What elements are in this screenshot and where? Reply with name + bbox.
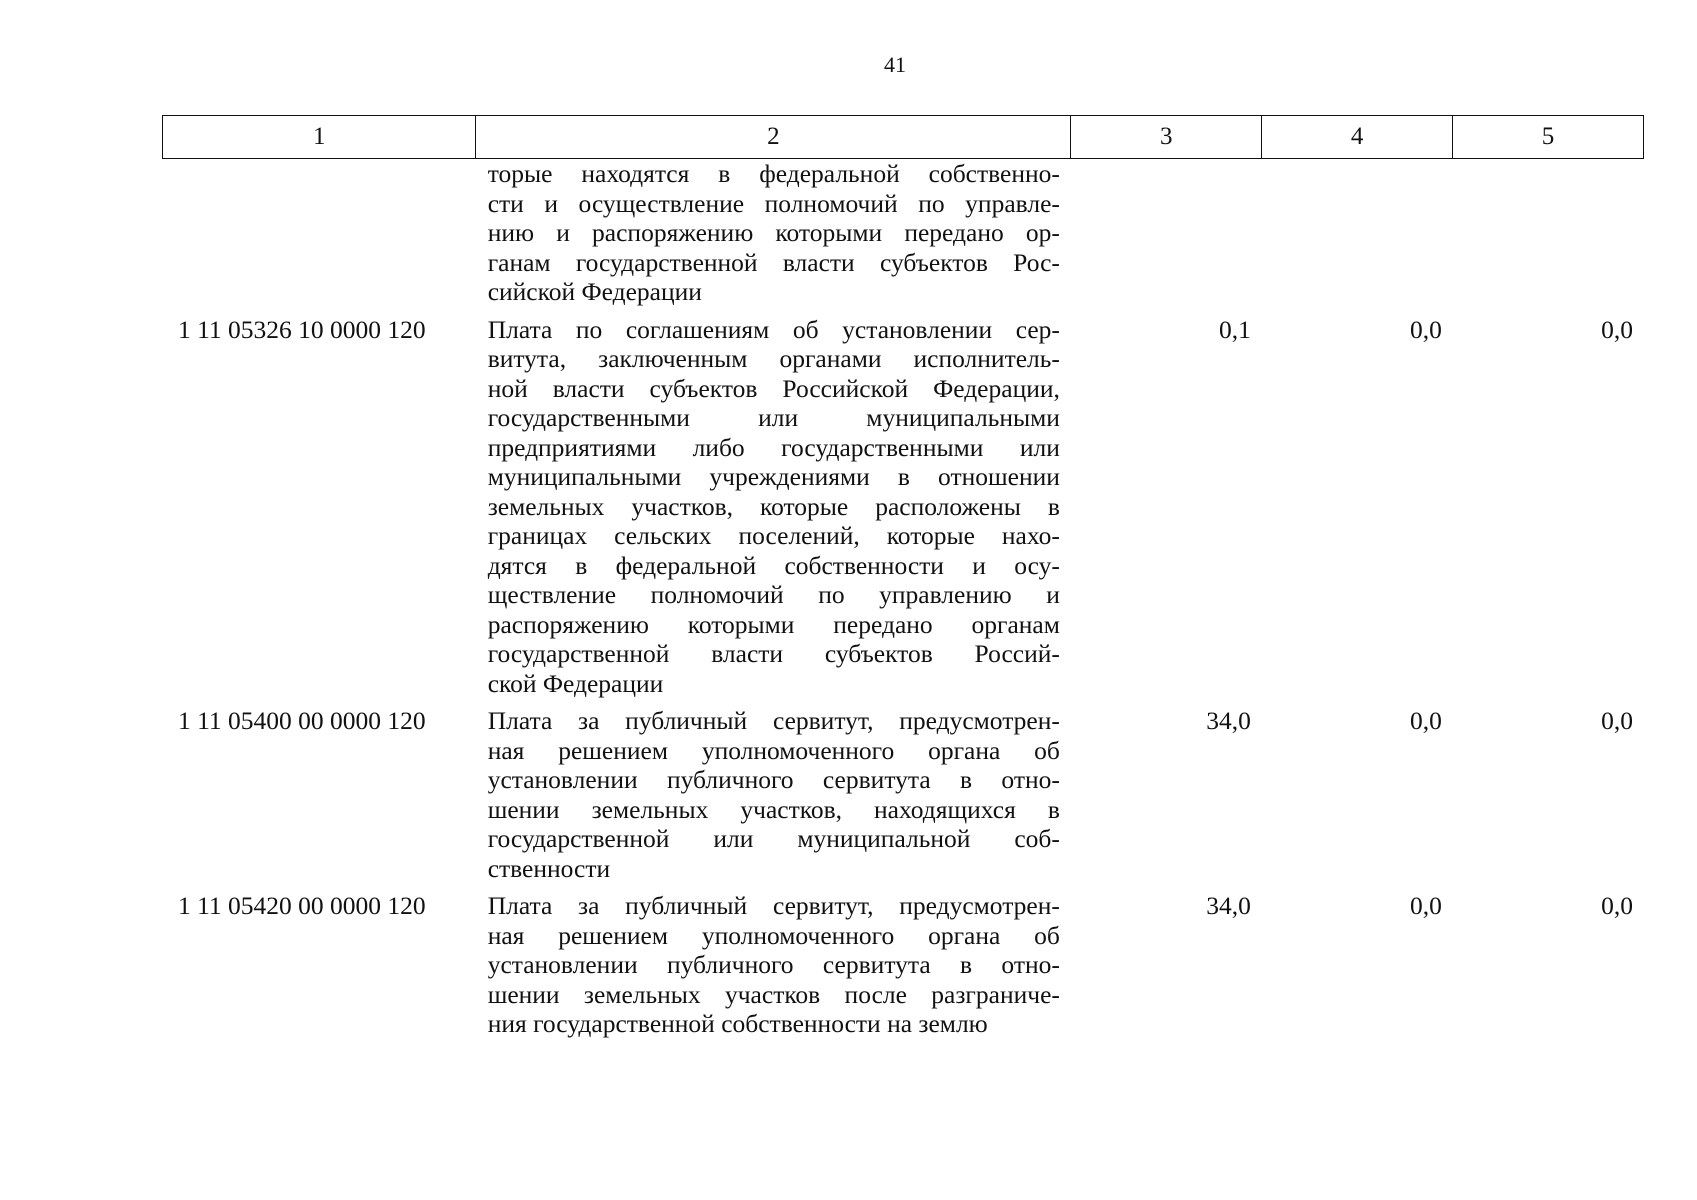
- description-line: ской Федерации: [487, 668, 664, 698]
- description-line: дятся в федеральной собственности и осу-: [487, 550, 1060, 580]
- amount-cell-col4: 0,0: [1410, 314, 1442, 344]
- description-cell: [476, 159, 1071, 307]
- amount-cell-col4: 0,0: [1410, 706, 1442, 735]
- table-row-continuation: [162, 159, 1644, 307]
- description-line: Плата по соглашениям об установлении сер-: [487, 314, 1060, 344]
- description-cell: [476, 307, 1071, 699]
- table-row: [162, 307, 1644, 699]
- description-line: сти и осуществление полномочий по управле-: [487, 188, 1060, 218]
- table-row: [162, 883, 1644, 1039]
- amount-cell-col3: 34,0: [1206, 891, 1251, 920]
- amount-cell-col3: [1071, 159, 1262, 307]
- revenue-code-cell: 1 11 05400 00 0000 120: [178, 706, 426, 735]
- description-cell: [476, 883, 1071, 1039]
- description-cell: [476, 698, 1071, 883]
- amount-cell-col5: 0,0: [1601, 891, 1633, 920]
- budget-table: [162, 115, 1644, 1039]
- description-line: ной власти субъектов Российской Федерации,: [487, 373, 1060, 403]
- amount-cell-col3: 0,1: [1219, 314, 1251, 344]
- amount-cell-col5: 0,0: [1601, 314, 1633, 344]
- description-line: установлении публичного сервитута в отно-: [487, 950, 1060, 979]
- description-line: Плата за публичный сервитут, предусмотрен-: [487, 891, 1060, 920]
- amount-cell-col5: 0,0: [1601, 706, 1633, 735]
- amount-cell-col3: 34,0: [1206, 706, 1251, 735]
- table-header: [162, 115, 1644, 159]
- description-line: установлении публичного сервитута в отно-: [487, 765, 1060, 794]
- header-cell-3: 3: [1071, 116, 1262, 159]
- description-line: границах сельских поселений, которые нахо-: [487, 521, 1060, 550]
- header-cell-1: 1: [163, 116, 476, 159]
- header-cell-2: 2: [476, 116, 1071, 159]
- description-line: ная решением уполномоченного органа об: [487, 920, 1060, 950]
- description-line: ществление полномочий по управлению и: [487, 580, 1060, 609]
- description-line: земельных участков, которые расположены в: [487, 491, 1060, 521]
- revenue-code-cell: 1 11 05326 10 0000 120: [178, 314, 426, 344]
- description-line: государственными или муниципальными: [487, 403, 1060, 432]
- description-line: государственной или муниципальной соб-: [487, 824, 1060, 853]
- revenue-code-cell: [162, 159, 476, 307]
- description-line: витута, заключенным органами исполнитель-: [487, 344, 1060, 373]
- revenue-code-cell: 1 11 05420 00 0000 120: [178, 891, 426, 920]
- description-line: государственной власти субъектов Россий-: [487, 639, 1060, 668]
- description-line: нию и распоряжению которыми передано ор-: [487, 218, 1060, 247]
- page-number: 41: [884, 52, 906, 77]
- description-line: ганам государственной власти субъектов Рос-: [487, 247, 1060, 277]
- description-line: предприятиями либо государственными или: [487, 432, 1060, 462]
- description-line: торые находятся в федеральной собственно-: [487, 159, 1060, 188]
- amount-cell-col5: [1453, 159, 1644, 307]
- description-line: распоряжению которыми передано органам: [487, 609, 1060, 639]
- description-line: муниципальными учреждениями в отношении: [487, 462, 1060, 491]
- description-line: шении земельных участков, находящихся в: [487, 794, 1060, 824]
- description-line: Плата за публичный сервитут, предусмотрен-: [487, 706, 1060, 735]
- table-row: [162, 698, 1644, 883]
- description-line: ния государственной собственности на землю: [487, 1009, 988, 1038]
- description-line: сийской Федерации: [487, 277, 702, 306]
- description-line: ная решением уполномоченного органа об: [487, 735, 1060, 765]
- header-row: [163, 116, 1644, 159]
- header-cell-4: 4: [1262, 116, 1453, 159]
- description-line: ственности: [487, 853, 611, 883]
- description-line: шении земельных участков после разграниче-: [487, 979, 1060, 1009]
- amount-cell-col4: [1262, 159, 1453, 307]
- header-cell-5: 5: [1453, 116, 1644, 159]
- amount-cell-col4: 0,0: [1410, 891, 1442, 920]
- table-body: [162, 159, 1644, 1039]
